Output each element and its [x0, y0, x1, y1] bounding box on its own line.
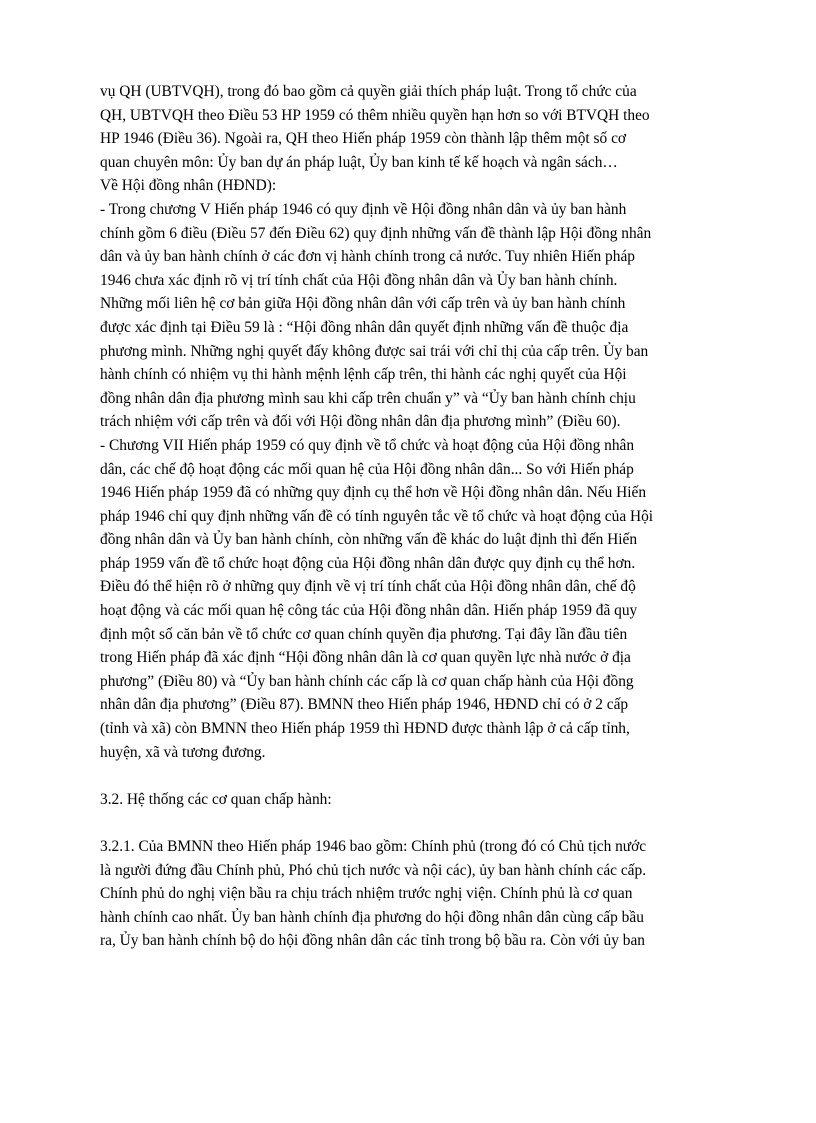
text-line: dân và ủy ban hành chính ở các đơn vị hành chính trong cả nước. Tuy nhiên Hiến pháp: [100, 248, 635, 266]
text-line: 1946 Hiến pháp 1959 đã có những quy định cụ thể hơn về Hội đồng nhân dân. Nếu Hiến: [100, 484, 647, 502]
text-line: (tỉnh và xã) còn BMNN theo Hiến pháp 1959 thì HĐND được thành lập ở cả cấp tỉnh,: [100, 720, 630, 738]
text-line: - Chương VII Hiến pháp 1959 có quy định về tổ chức và hoạt động của Hội đồng nhân: [100, 436, 635, 454]
blank-line: [100, 764, 736, 788]
text-line: - Trong chương V Hiến pháp 1946 có quy định về Hội đồng nhân dân và ủy ban hành: [100, 200, 627, 218]
text-line: ra, Ủy ban hành chính bộ do hội đồng nhân dân các tỉnh trong bộ bầu ra. Còn với ủy ban: [100, 932, 645, 950]
text-line: phương” (Điều 80) và “Ủy ban hành chính các cấp là cơ quan chấp hành của Hội đồng: [100, 672, 634, 690]
text-line: 3.2.1. Của BMNN theo Hiến pháp 1946 bao gồm: Chính phủ (trong đó có Chủ tịch nước: [100, 838, 647, 855]
text-line: trong Hiến pháp đã xác định “Hội đồng nhân dân là cơ quan quyền lực nhà nước ở địa: [100, 649, 631, 667]
text-line: đồng nhân dân và Ủy ban hành chính, còn những vấn đề khác do luật định thì đến Hiến: [100, 531, 638, 549]
paragraph-block-2: [100, 835, 736, 953]
text-line: Chính phủ do nghị viện bầu ra chịu trách nhiệm trước nghị viện. Chính phủ là cơ quan: [100, 885, 633, 903]
text-line: Điều đó thể hiện rõ ở những quy định về vị trí tính chất của Hội đồng nhân dân, chế độ: [100, 578, 636, 596]
text-line: Những mối liên hệ cơ bản giữa Hội đồng nhân dân với cấp trên và ủy ban hành chính: [100, 295, 626, 313]
text-line: huyện, xã và tương đương.: [100, 743, 266, 761]
blank-line: [100, 811, 736, 835]
text-line: vụ QH (UBTVQH), trong đó bao gồm cả quyền giải thích pháp luật. Trong tổ chức của: [100, 83, 637, 100]
text-line: đồng nhân dân địa phương mình sau khi cấp trên chuẩn y” và “Ủy ban hành chính chịu: [100, 389, 636, 407]
text-line: quan chuyên môn: Ủy ban dự án pháp luật, Ủy ban kinh tế kế hoạch và ngân sách…: [100, 153, 618, 171]
text-line: dân, các chế độ hoạt động các mối quan hệ của Hội đồng nhân dân... So với Hiến pháp: [100, 460, 634, 478]
text-line: 1946 chưa xác định rõ vị trí tính chất của Hội đồng nhân dân và Ủy ban hành chính.: [100, 271, 618, 289]
text-line: chính gồm 6 điều (Điều 57 đến Điều 62) quy định những vấn đề thành lập Hội đồng nhân: [100, 224, 652, 242]
text-line: là người đứng đầu Chính phủ, Phó chủ tịch nước và nội các), ủy ban hành chính các cấp.: [100, 861, 647, 879]
text-line: nhân dân địa phương” (Điều 87). BMNN theo Hiến pháp 1946, HĐND chỉ có ở 2 cấp: [100, 696, 629, 714]
section-heading: 3.2. Hệ thống các cơ quan chấp hành:: [100, 790, 332, 808]
text-line: hoạt động và các mối quan hệ công tác của Hội đồng nhân dân. Hiến pháp 1959 đã quy: [100, 602, 638, 620]
text-line: trách nhiệm với cấp trên và đối với Hội đồng nhân dân địa phương mình” (Điều 60).: [100, 413, 621, 431]
text-line: QH, UBTVQH theo Điều 53 HP 1959 có thêm nhiều quyền hạn hơn so với BTVQH theo: [100, 106, 650, 124]
paragraph-block-1: [100, 80, 736, 764]
text-line: hành chính cao nhất. Ủy ban hành chính địa phương do hội đồng nhân dân cùng cấp bầu: [100, 908, 644, 926]
text-line: định một số căn bản về tổ chức cơ quan chính quyền địa phương. Tại đây lần đầu tiên: [100, 625, 628, 643]
text-line: hành chính có nhiệm vụ thi hành mệnh lệnh cấp trên, thi hành các nghị quyết của Hội: [100, 366, 627, 384]
text-line: HP 1946 (Điều 36). Ngoài ra, QH theo Hiến pháp 1959 còn thành lập thêm một số cơ: [100, 130, 627, 148]
text-line: pháp 1946 chỉ quy định những vấn đề có tính nguyên tắc về tổ chức và hoạt động của Hội: [100, 507, 654, 525]
text-line: Về Hội đồng nhân (HĐND):: [100, 177, 277, 195]
text-line: phương mình. Những nghị quyết đấy không được sai trái với chỉ thị của cấp trên. Ủy ban: [100, 342, 649, 360]
text-line: pháp 1959 vấn đề tổ chức hoạt động của Hội đồng nhân dân được quy định cụ thể hơn.: [100, 554, 636, 572]
text-line: được xác định tại Điều 59 là : “Hội đồng nhân dân quyết định những vấn đề thuộc địa: [100, 318, 629, 336]
